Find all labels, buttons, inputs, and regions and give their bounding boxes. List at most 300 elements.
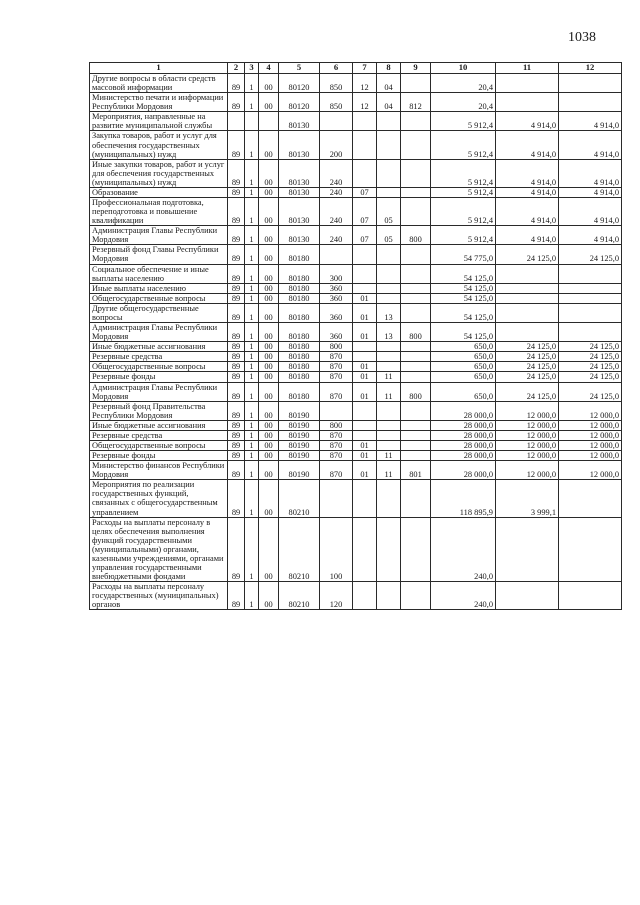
table-row [90,352,622,362]
row-amount-12: 12 000,0 [559,451,622,461]
row-section: 01 [353,303,377,322]
row-amount-12 [559,323,622,342]
row-amount-10: 54 125,0 [431,303,496,322]
row-name: Резервные фонды [90,451,228,461]
row-subsection [377,480,401,517]
row-code-2: 89 [228,451,245,461]
column-header-8: 8 [377,63,401,74]
row-code-3: 1 [245,362,259,372]
row-target-code: 80180 [279,323,320,342]
row-section [353,159,377,187]
row-name: Министерство печати и информации Республики Мордовия [90,93,228,112]
row-subsection [377,187,401,197]
row-target-code: 80180 [279,352,320,362]
row-name: Администрация Главы Республики Мордовия [90,323,228,342]
row-name: Иные бюджетные ассигнования [90,420,228,430]
row-code-2: 89 [228,582,245,610]
row-amount-12: 4 914,0 [559,187,622,197]
row-amount-11 [496,93,559,112]
row-target-code: 80120 [279,93,320,112]
row-subsection [377,264,401,283]
row-ministry-code [401,293,431,303]
column-header-2: 2 [228,63,245,74]
row-name: Другие общегосударственные вопросы [90,303,228,322]
column-header-4: 4 [259,63,279,74]
row-target-code: 80180 [279,264,320,283]
row-ministry-code [401,362,431,372]
row-section [353,264,377,283]
row-code-3: 1 [245,226,259,245]
row-amount-10: 240,0 [431,582,496,610]
row-section [353,112,377,131]
row-code-4: 00 [259,372,279,382]
row-amount-11 [496,293,559,303]
row-code-4 [259,112,279,131]
row-expense-type: 870 [320,430,353,440]
row-code-4: 00 [259,323,279,342]
row-expense-type: 240 [320,198,353,226]
row-code-3: 1 [245,283,259,293]
row-code-4: 00 [259,264,279,283]
row-amount-10: 650,0 [431,352,496,362]
row-subsection: 11 [377,461,401,480]
row-name: Мероприятия, направленные на развитие муниципальной службы [90,112,228,131]
row-name: Администрация Главы Республики Мордовия [90,382,228,401]
row-name: Министерство финансов Республики Мордовия [90,461,228,480]
row-code-3: 1 [245,264,259,283]
column-header-5: 5 [279,63,320,74]
row-code-3: 1 [245,352,259,362]
row-code-2: 89 [228,159,245,187]
row-subsection: 05 [377,226,401,245]
row-ministry-code [401,112,431,131]
table-row [90,303,622,322]
row-section [353,131,377,159]
row-amount-10: 28 000,0 [431,430,496,440]
row-amount-10: 28 000,0 [431,401,496,420]
row-amount-11: 12 000,0 [496,420,559,430]
row-name: Расходы на выплаты персоналу в целях обеспечения выполнения функций государственными (муниципальными) органами, казенными учреждениями, органами управления государственными внебюджетными фондами [90,517,228,582]
row-amount-11: 24 125,0 [496,352,559,362]
row-amount-10: 54 775,0 [431,245,496,264]
row-target-code: 80130 [279,131,320,159]
row-subsection: 11 [377,451,401,461]
row-amount-10: 240,0 [431,517,496,582]
row-amount-10: 54 125,0 [431,283,496,293]
row-expense-type: 800 [320,420,353,430]
row-code-3: 1 [245,303,259,322]
column-header-10: 10 [431,63,496,74]
row-ministry-code [401,245,431,264]
row-code-3: 1 [245,93,259,112]
row-amount-11: 24 125,0 [496,362,559,372]
row-code-2: 89 [228,362,245,372]
row-section: 12 [353,93,377,112]
row-target-code: 80180 [279,382,320,401]
row-expense-type: 850 [320,93,353,112]
row-target-code: 80180 [279,283,320,293]
row-ministry-code [401,159,431,187]
row-subsection: 13 [377,303,401,322]
table-row [90,440,622,450]
table-row [90,323,622,342]
row-code-4: 00 [259,187,279,197]
row-amount-12: 24 125,0 [559,245,622,264]
row-amount-12: 4 914,0 [559,226,622,245]
row-amount-11 [496,283,559,293]
row-amount-12 [559,517,622,582]
row-amount-10: 20,4 [431,93,496,112]
row-amount-10: 118 895,9 [431,480,496,517]
table-row [90,198,622,226]
row-code-3 [245,112,259,131]
row-amount-11: 12 000,0 [496,401,559,420]
row-code-4: 00 [259,226,279,245]
row-expense-type: 850 [320,74,353,93]
column-header-9: 9 [401,63,431,74]
row-ministry-code [401,451,431,461]
row-subsection [377,159,401,187]
row-target-code: 80190 [279,420,320,430]
row-name: Иные бюджетные ассигнования [90,342,228,352]
row-code-3: 1 [245,187,259,197]
row-subsection [377,352,401,362]
row-amount-12 [559,74,622,93]
row-expense-type [320,480,353,517]
row-code-2: 89 [228,430,245,440]
row-ministry-code [401,582,431,610]
row-target-code: 80190 [279,440,320,450]
row-target-code: 80130 [279,226,320,245]
row-code-4: 00 [259,342,279,352]
table-row [90,293,622,303]
row-amount-11: 3 999,1 [496,480,559,517]
table-row [90,226,622,245]
row-code-3: 1 [245,245,259,264]
row-code-3: 1 [245,382,259,401]
row-expense-type: 120 [320,582,353,610]
row-code-4: 00 [259,430,279,440]
row-subsection [377,342,401,352]
row-code-4: 00 [259,352,279,362]
row-code-3: 1 [245,372,259,382]
row-expense-type: 240 [320,187,353,197]
row-ministry-code: 801 [401,461,431,480]
row-code-2: 89 [228,264,245,283]
column-header-7: 7 [353,63,377,74]
row-code-4: 00 [259,131,279,159]
row-code-4: 00 [259,93,279,112]
row-name: Резервные средства [90,352,228,362]
column-header-11: 11 [496,63,559,74]
row-amount-11 [496,303,559,322]
row-amount-11 [496,323,559,342]
row-amount-11: 24 125,0 [496,342,559,352]
row-amount-11 [496,74,559,93]
row-ministry-code: 800 [401,226,431,245]
row-amount-11 [496,264,559,283]
row-ministry-code [401,74,431,93]
row-amount-12: 12 000,0 [559,440,622,450]
table-row [90,461,622,480]
row-amount-10: 54 125,0 [431,323,496,342]
row-code-2: 89 [228,352,245,362]
row-amount-10: 54 125,0 [431,264,496,283]
row-amount-12 [559,303,622,322]
row-name: Резервный фонд Главы Республики Мордовия [90,245,228,264]
row-amount-10: 650,0 [431,342,496,352]
row-target-code: 80180 [279,303,320,322]
row-subsection [377,293,401,303]
row-subsection: 13 [377,323,401,342]
row-code-2: 89 [228,323,245,342]
row-section: 01 [353,362,377,372]
row-ministry-code [401,420,431,430]
row-amount-12 [559,264,622,283]
row-code-2: 89 [228,198,245,226]
row-ministry-code [401,517,431,582]
row-ministry-code [401,480,431,517]
row-code-4: 00 [259,362,279,372]
table-row [90,342,622,352]
row-subsection: 11 [377,382,401,401]
row-target-code: 80210 [279,582,320,610]
row-name: Другие вопросы в области средств массовой информации [90,74,228,93]
row-section: 07 [353,198,377,226]
row-expense-type: 870 [320,372,353,382]
row-code-2 [228,112,245,131]
row-amount-11: 12 000,0 [496,430,559,440]
row-code-2: 89 [228,187,245,197]
row-target-code: 80190 [279,430,320,440]
table-header-row [90,63,622,74]
row-code-4: 00 [259,461,279,480]
row-code-2: 89 [228,420,245,430]
row-amount-12: 24 125,0 [559,342,622,352]
row-amount-12: 4 914,0 [559,131,622,159]
row-code-2: 89 [228,382,245,401]
row-expense-type [320,401,353,420]
row-amount-11 [496,582,559,610]
row-amount-10: 650,0 [431,362,496,372]
row-target-code: 80130 [279,159,320,187]
row-ministry-code [401,342,431,352]
row-amount-10: 28 000,0 [431,440,496,450]
row-name: Иные выплаты населению [90,283,228,293]
row-target-code: 80180 [279,245,320,264]
row-code-3: 1 [245,461,259,480]
row-name: Резервный фонд Правительства Республики Мордовия [90,401,228,420]
table-row [90,187,622,197]
row-amount-12: 4 914,0 [559,112,622,131]
row-section: 01 [353,451,377,461]
row-amount-11: 4 914,0 [496,226,559,245]
row-code-2: 89 [228,461,245,480]
row-ministry-code [401,264,431,283]
row-expense-type [320,245,353,264]
row-name: Закупка товаров, работ и услуг для обеспечения государственных (муниципальных) нужд [90,131,228,159]
row-code-3: 1 [245,480,259,517]
row-expense-type: 240 [320,159,353,187]
row-amount-11: 4 914,0 [496,112,559,131]
row-amount-10: 5 912,4 [431,198,496,226]
row-target-code: 80180 [279,342,320,352]
row-expense-type: 360 [320,293,353,303]
table-row [90,159,622,187]
page-number: 1038 [568,30,596,45]
row-name: Профессиональная подготовка, переподготовка и повышение квалификации [90,198,228,226]
row-code-4: 00 [259,401,279,420]
row-section: 01 [353,382,377,401]
row-amount-11: 12 000,0 [496,461,559,480]
row-code-2: 89 [228,480,245,517]
column-header-12: 12 [559,63,622,74]
row-code-4: 00 [259,582,279,610]
row-code-4: 00 [259,440,279,450]
row-code-4: 00 [259,480,279,517]
row-code-4: 00 [259,198,279,226]
row-subsection [377,283,401,293]
row-subsection [377,362,401,372]
row-amount-10: 28 000,0 [431,461,496,480]
row-code-3: 1 [245,159,259,187]
row-section: 07 [353,226,377,245]
row-code-3: 1 [245,342,259,352]
row-amount-10: 5 912,4 [431,159,496,187]
row-code-2: 89 [228,372,245,382]
row-amount-12: 12 000,0 [559,420,622,430]
row-amount-12: 4 914,0 [559,198,622,226]
table-row [90,582,622,610]
row-expense-type: 870 [320,461,353,480]
row-amount-10: 5 912,4 [431,226,496,245]
row-amount-12: 24 125,0 [559,372,622,382]
row-ministry-code: 812 [401,93,431,112]
row-ministry-code [401,372,431,382]
table-row [90,372,622,382]
row-amount-12 [559,283,622,293]
table-row [90,245,622,264]
row-code-2: 89 [228,440,245,450]
row-section: 12 [353,74,377,93]
row-subsection: 11 [377,372,401,382]
row-code-4: 00 [259,517,279,582]
row-subsection [377,582,401,610]
table-row [90,112,622,131]
row-amount-10: 650,0 [431,382,496,401]
row-section [353,582,377,610]
row-amount-12 [559,480,622,517]
row-amount-12 [559,293,622,303]
row-code-2: 89 [228,226,245,245]
row-subsection: 04 [377,93,401,112]
table-row [90,382,622,401]
row-subsection [377,112,401,131]
row-expense-type: 800 [320,342,353,352]
row-expense-type: 870 [320,362,353,372]
row-expense-type: 870 [320,440,353,450]
table-row [90,420,622,430]
row-amount-10: 54 125,0 [431,293,496,303]
row-ministry-code [401,303,431,322]
row-expense-type: 300 [320,264,353,283]
row-target-code: 80180 [279,362,320,372]
row-expense-type: 870 [320,451,353,461]
row-target-code: 80180 [279,372,320,382]
row-ministry-code [401,440,431,450]
row-expense-type: 870 [320,352,353,362]
column-header-6: 6 [320,63,353,74]
row-amount-12: 24 125,0 [559,382,622,401]
column-header-3: 3 [245,63,259,74]
row-expense-type: 360 [320,323,353,342]
table-row [90,430,622,440]
table-row [90,362,622,372]
row-name: Иные закупки товаров, работ и услуг для обеспечения государственных (муниципальных) нужд [90,159,228,187]
row-section [353,401,377,420]
row-name: Общегосударственные вопросы [90,440,228,450]
row-amount-11: 24 125,0 [496,372,559,382]
row-code-3: 1 [245,293,259,303]
row-code-2: 89 [228,131,245,159]
row-section: 01 [353,372,377,382]
row-ministry-code [401,401,431,420]
row-code-3: 1 [245,430,259,440]
row-amount-11: 12 000,0 [496,440,559,450]
row-subsection: 05 [377,198,401,226]
row-target-code: 80130 [279,187,320,197]
row-amount-12 [559,93,622,112]
row-ministry-code [401,131,431,159]
row-target-code: 80180 [279,293,320,303]
row-code-3: 1 [245,131,259,159]
row-section: 01 [353,461,377,480]
row-amount-12: 12 000,0 [559,430,622,440]
row-code-2: 89 [228,303,245,322]
row-amount-10: 5 912,4 [431,187,496,197]
row-name: Расходы на выплаты персоналу государственных (муниципальных) органов [90,582,228,610]
row-target-code: 80190 [279,451,320,461]
row-subsection [377,440,401,450]
row-expense-type: 360 [320,283,353,293]
row-expense-type: 360 [320,303,353,322]
row-amount-11: 4 914,0 [496,187,559,197]
row-subsection [377,245,401,264]
row-code-4: 00 [259,420,279,430]
row-amount-11: 24 125,0 [496,382,559,401]
row-target-code: 80190 [279,401,320,420]
row-amount-12: 24 125,0 [559,352,622,362]
row-amount-12: 24 125,0 [559,362,622,372]
row-name: Мероприятия по реализации государственных функций, связанных с общегосударственным управлением [90,480,228,517]
row-subsection [377,430,401,440]
row-amount-11: 4 914,0 [496,159,559,187]
row-ministry-code [401,198,431,226]
row-name: Резервные средства [90,430,228,440]
row-target-code: 80210 [279,517,320,582]
row-section [353,430,377,440]
table-row [90,517,622,582]
row-target-code: 80130 [279,198,320,226]
row-section: 01 [353,440,377,450]
row-amount-12: 4 914,0 [559,159,622,187]
row-code-4: 00 [259,245,279,264]
row-amount-10: 650,0 [431,372,496,382]
row-target-code: 80130 [279,112,320,131]
row-subsection [377,517,401,582]
row-amount-10: 20,4 [431,74,496,93]
row-amount-11 [496,517,559,582]
